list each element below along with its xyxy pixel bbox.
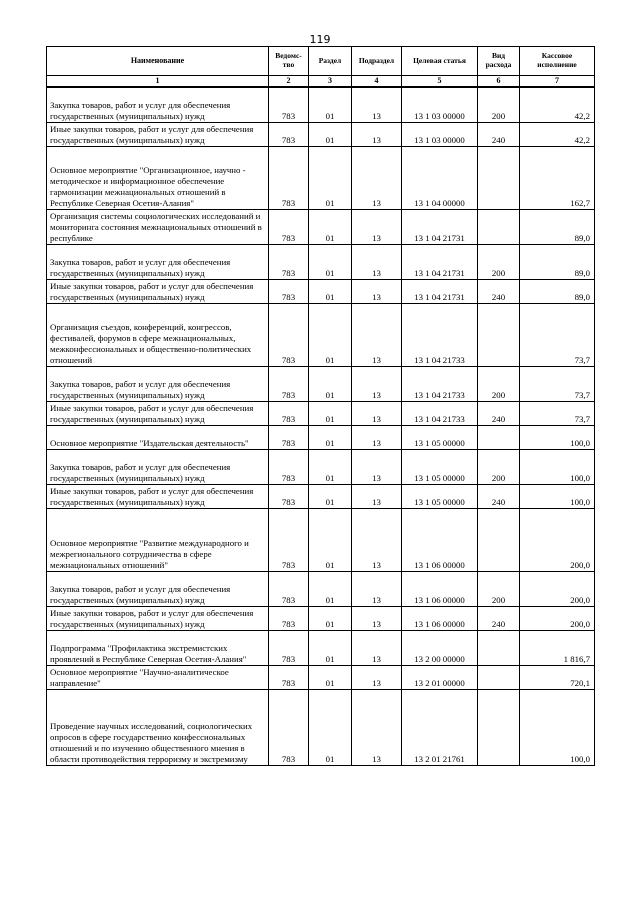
row-section: 01 [309,484,352,508]
row-amount: 42,2 [520,87,595,122]
row-amount: 42,2 [520,122,595,146]
table-body [47,87,595,765]
header-section: Раздел [309,47,352,76]
row-expense-type: 200 [478,366,520,401]
row-department: 783 [269,303,309,366]
table-row [47,571,595,606]
row-subsection: 13 [352,279,402,303]
row-target-article: 13 1 04 21731 [402,244,478,279]
row-subsection: 13 [352,425,402,449]
row-target-article: 13 1 03 00000 [402,122,478,146]
budget-execution-table [46,46,595,766]
header-subsection: Подраздел [352,47,402,76]
row-expense-type [478,508,520,571]
row-expense-type: 240 [478,606,520,630]
table-row [47,630,595,665]
page-number: 119 [309,33,331,46]
row-expense-type [478,425,520,449]
table-row [47,425,595,449]
row-expense-type: 240 [478,484,520,508]
row-section: 01 [309,665,352,689]
row-section: 01 [309,146,352,209]
row-name: Закупка товаров, работ и услуг для обеспечения государственных (муниципальных) нужд [47,87,269,122]
table-row [47,122,595,146]
table-row [47,508,595,571]
row-amount: 720,1 [520,665,595,689]
row-amount: 73,7 [520,401,595,425]
row-target-article: 13 1 06 00000 [402,508,478,571]
row-department: 783 [269,366,309,401]
row-expense-type: 240 [478,279,520,303]
table-row [47,279,595,303]
row-subsection: 13 [352,366,402,401]
row-amount: 73,7 [520,366,595,401]
row-section: 01 [309,630,352,665]
row-target-article: 13 1 04 00000 [402,146,478,209]
table-row [47,449,595,484]
row-subsection: 13 [352,449,402,484]
row-amount: 89,0 [520,244,595,279]
row-department: 783 [269,508,309,571]
row-department: 783 [269,449,309,484]
row-amount: 89,0 [520,279,595,303]
row-expense-type [478,146,520,209]
row-amount: 162,7 [520,146,595,209]
row-expense-type: 200 [478,449,520,484]
row-amount: 100,0 [520,689,595,765]
row-target-article: 13 1 05 00000 [402,449,478,484]
column-number-row [47,76,595,88]
row-name: Иные закупки товаров, работ и услуг для обеспечения государственных (муниципальных) нужд [47,279,269,303]
column-number: 4 [352,76,402,88]
row-subsection: 13 [352,630,402,665]
row-expense-type: 240 [478,122,520,146]
row-subsection: 13 [352,87,402,122]
row-subsection: 13 [352,209,402,244]
table-row [47,87,595,122]
row-target-article: 13 1 05 00000 [402,425,478,449]
table-row [47,303,595,366]
table-row [47,244,595,279]
column-number: 7 [520,76,595,88]
row-department: 783 [269,484,309,508]
header-cash-execution: Кассовое исполнение [520,47,595,76]
row-target-article: 13 1 04 21733 [402,401,478,425]
row-subsection: 13 [352,484,402,508]
row-expense-type [478,630,520,665]
row-department: 783 [269,401,309,425]
row-section: 01 [309,571,352,606]
row-subsection: 13 [352,508,402,571]
header-department: Ведомс-тво [269,47,309,76]
row-section: 01 [309,279,352,303]
row-target-article: 13 1 04 21731 [402,209,478,244]
row-target-article: 13 2 01 00000 [402,665,478,689]
row-name: Проведение научных исследований, социологических опросов в сфере государственно конфессиональных отношений и по изучению общественного мнения в области противодействия терроризму и экстремизму [47,689,269,765]
row-name: Закупка товаров, работ и услуг для обеспечения государственных (муниципальных) нужд [47,366,269,401]
table-row [47,665,595,689]
column-number: 3 [309,76,352,88]
row-section: 01 [309,449,352,484]
row-name: Основное мероприятие "Развитие международного и межрегионального сотрудничества в сфере межнациональных отношений" [47,508,269,571]
row-amount: 89,0 [520,209,595,244]
header-expense-type: Вид расхода [478,47,520,76]
row-section: 01 [309,122,352,146]
row-target-article: 13 1 04 21733 [402,303,478,366]
row-amount: 200,0 [520,508,595,571]
row-section: 01 [309,508,352,571]
row-department: 783 [269,425,309,449]
row-department: 783 [269,606,309,630]
row-name: Основное мероприятие "Научно-аналитическое направление" [47,665,269,689]
row-subsection: 13 [352,303,402,366]
row-expense-type: 200 [478,244,520,279]
row-department: 783 [269,244,309,279]
table-row [47,366,595,401]
row-subsection: 13 [352,606,402,630]
row-department: 783 [269,209,309,244]
row-name: Основное мероприятие "Организационное, научно - методическое и информационное обеспечение гармонизации межнациональных отношений в Республике Северная Осетия-Алания" [47,146,269,209]
row-amount: 200,0 [520,606,595,630]
row-name: Иные закупки товаров, работ и услуг для обеспечения государственных (муниципальных) нужд [47,606,269,630]
header-name: Наименование [47,47,269,76]
row-department: 783 [269,87,309,122]
row-subsection: 13 [352,689,402,765]
row-section: 01 [309,209,352,244]
row-expense-type: 200 [478,571,520,606]
row-subsection: 13 [352,401,402,425]
row-department: 783 [269,630,309,665]
row-name: Иные закупки товаров, работ и услуг для обеспечения государственных (муниципальных) нужд [47,122,269,146]
row-expense-type [478,209,520,244]
row-target-article: 13 1 06 00000 [402,606,478,630]
row-section: 01 [309,303,352,366]
row-section: 01 [309,401,352,425]
row-amount: 73,7 [520,303,595,366]
column-number: 6 [478,76,520,88]
table-row [47,484,595,508]
row-section: 01 [309,87,352,122]
row-name: Закупка товаров, работ и услуг для обеспечения государственных (муниципальных) нужд [47,449,269,484]
row-department: 783 [269,279,309,303]
row-subsection: 13 [352,665,402,689]
row-section: 01 [309,689,352,765]
row-department: 783 [269,689,309,765]
row-expense-type: 200 [478,87,520,122]
row-amount: 100,0 [520,425,595,449]
row-name: Организация съездов, конференций, конгрессов, фестивалей, форумов в сфере межнациональных, межконфессиональных и общественно-политических отношений [47,303,269,366]
header-row [47,47,595,76]
row-amount: 1 816,7 [520,630,595,665]
table-row [47,606,595,630]
table-row [47,209,595,244]
row-expense-type [478,303,520,366]
row-name: Закупка товаров, работ и услуг для обеспечения государственных (муниципальных) нужд [47,571,269,606]
row-expense-type [478,665,520,689]
row-name: Организация системы социологических исследований и мониторинга состояния межнациональных отношений в республике [47,209,269,244]
row-subsection: 13 [352,571,402,606]
table-row [47,401,595,425]
row-amount: 100,0 [520,484,595,508]
column-number: 5 [402,76,478,88]
row-name: Иные закупки товаров, работ и услуг для обеспечения государственных (муниципальных) нужд [47,484,269,508]
row-section: 01 [309,606,352,630]
row-expense-type: 240 [478,401,520,425]
row-section: 01 [309,366,352,401]
row-name: Закупка товаров, работ и услуг для обеспечения государственных (муниципальных) нужд [47,244,269,279]
row-subsection: 13 [352,244,402,279]
row-expense-type [478,689,520,765]
row-name: Подпрограмма "Профилактика экстремистских проявлений в Республике Северная Осетия-Алания" [47,630,269,665]
column-number: 2 [269,76,309,88]
row-section: 01 [309,425,352,449]
row-section: 01 [309,244,352,279]
row-department: 783 [269,571,309,606]
row-target-article: 13 1 04 21733 [402,366,478,401]
row-subsection: 13 [352,146,402,209]
row-amount: 100,0 [520,449,595,484]
row-name: Иные закупки товаров, работ и услуг для обеспечения государственных (муниципальных) нужд [47,401,269,425]
table-row [47,689,595,765]
row-name: Основное мероприятие "Издательская деятельность" [47,425,269,449]
row-target-article: 13 1 04 21731 [402,279,478,303]
table-row [47,146,595,209]
column-number: 1 [47,76,269,88]
row-department: 783 [269,146,309,209]
row-subsection: 13 [352,122,402,146]
row-department: 783 [269,665,309,689]
row-target-article: 13 2 00 00000 [402,630,478,665]
row-target-article: 13 1 03 00000 [402,87,478,122]
row-target-article: 13 1 05 00000 [402,484,478,508]
row-target-article: 13 2 01 21761 [402,689,478,765]
header-target-article: Целевая статья [402,47,478,76]
row-amount: 200,0 [520,571,595,606]
row-department: 783 [269,122,309,146]
row-target-article: 13 1 06 00000 [402,571,478,606]
